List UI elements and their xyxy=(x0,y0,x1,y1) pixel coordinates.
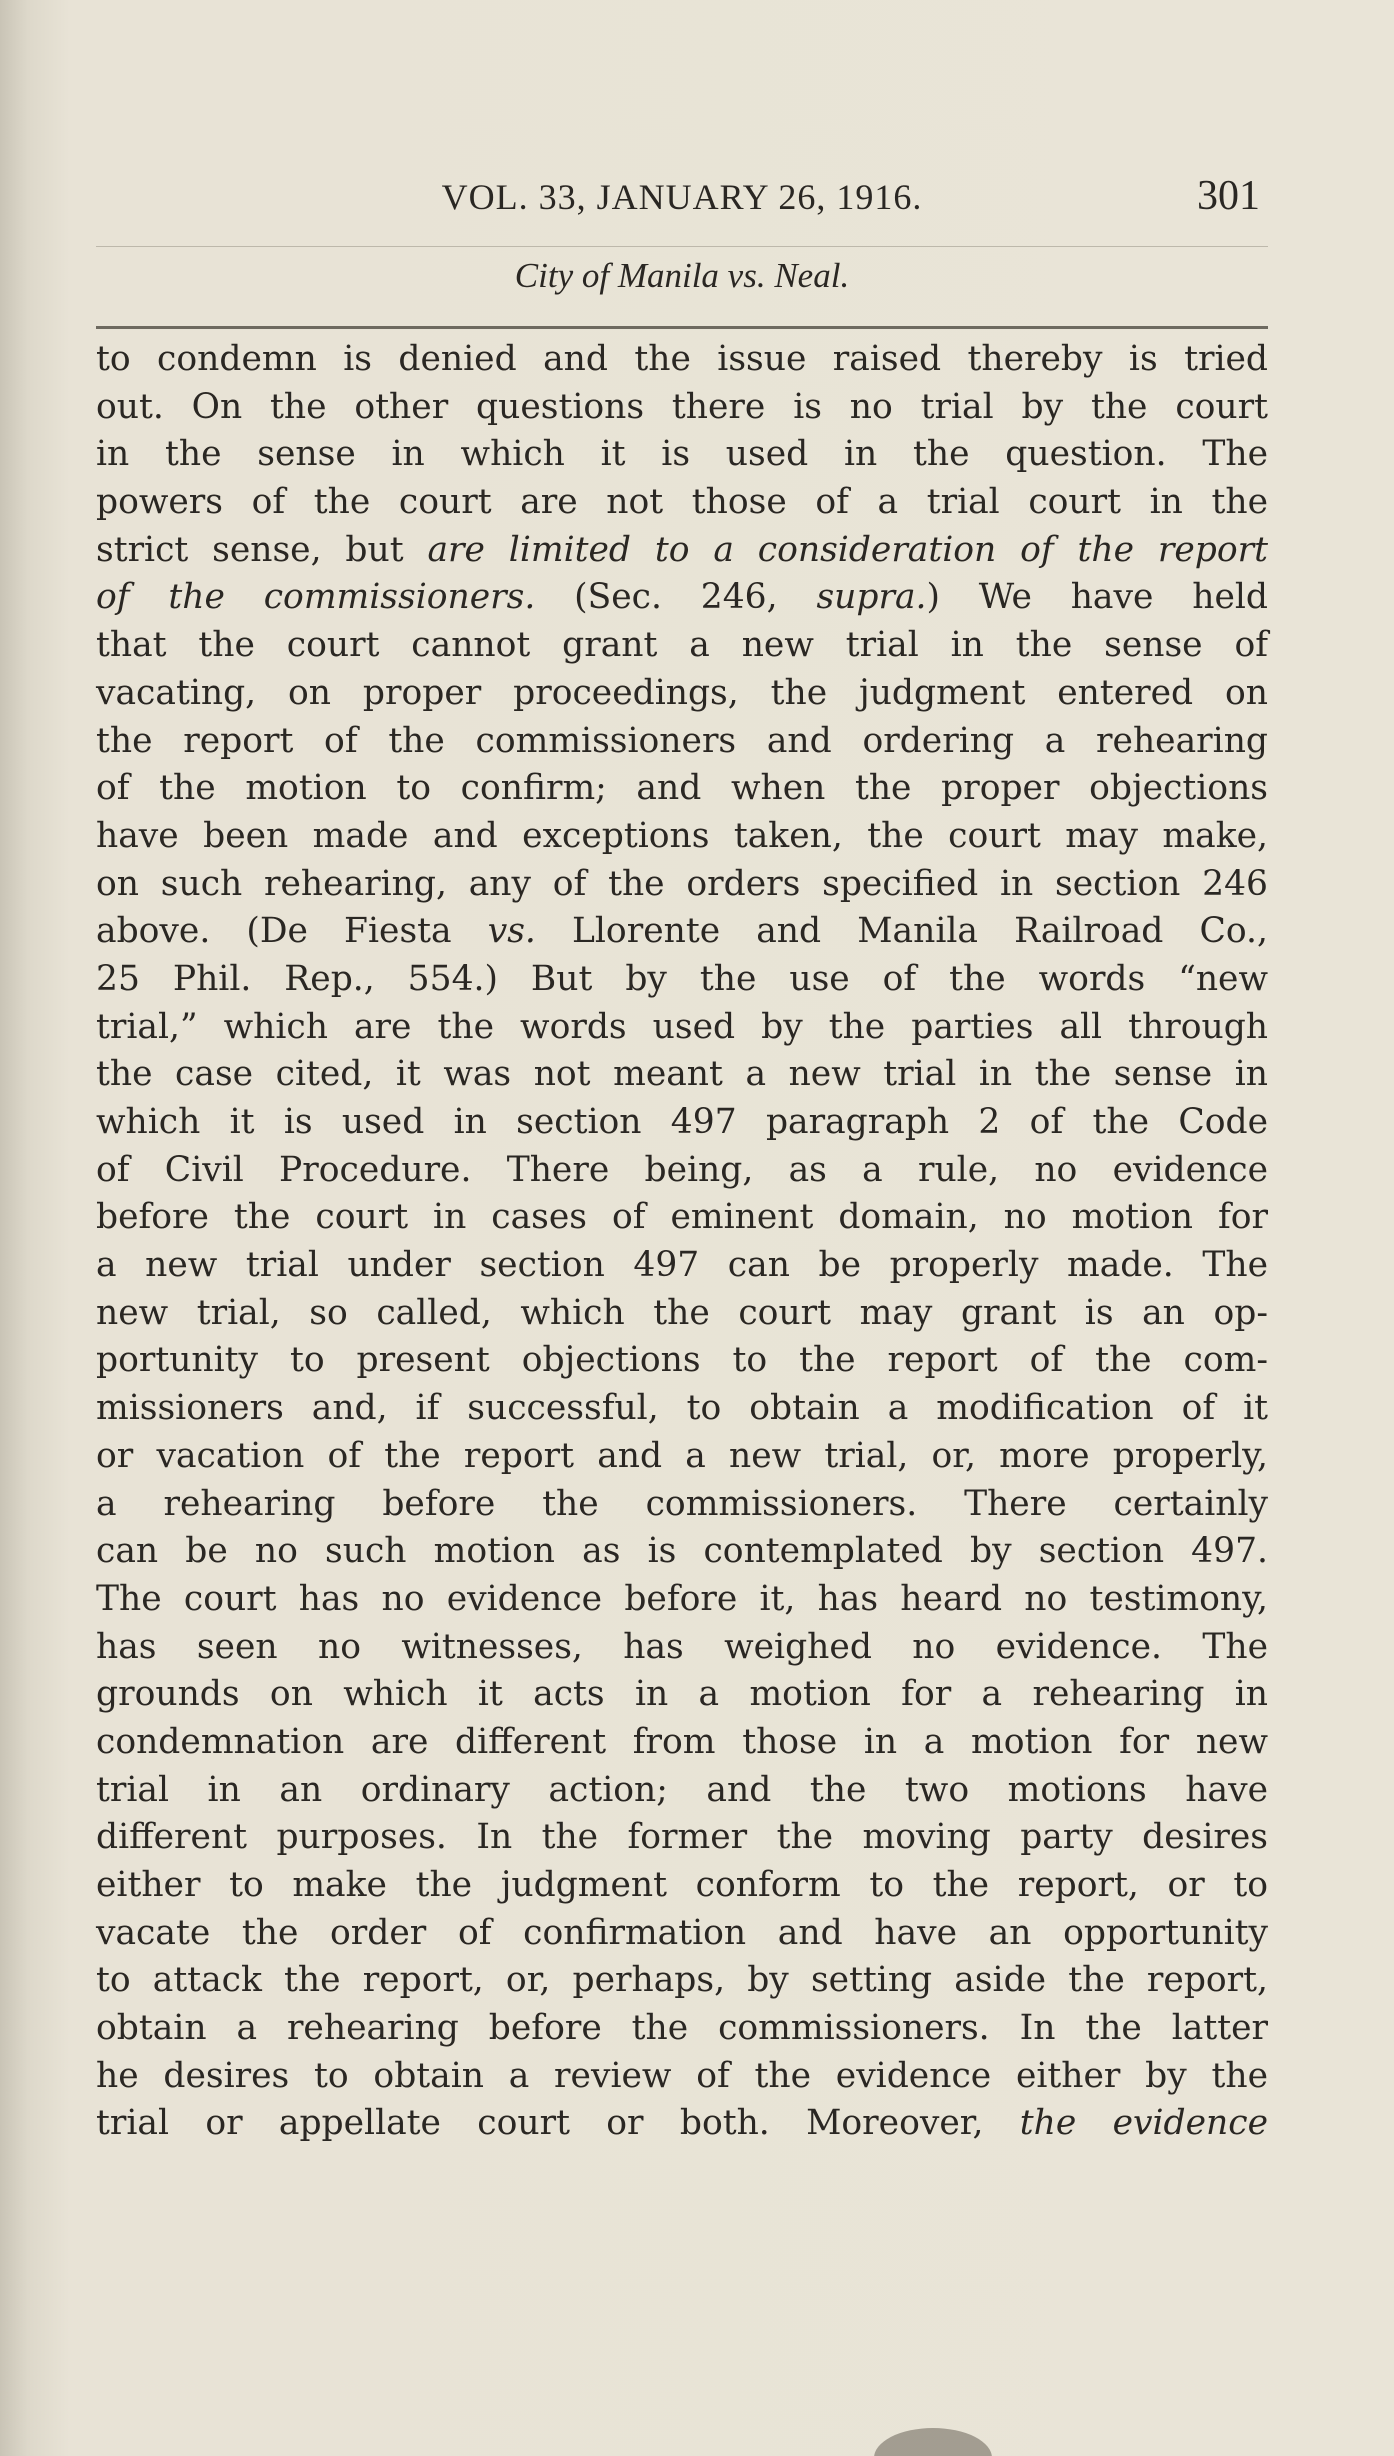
text-line xyxy=(96,813,1268,861)
text-run: he desires to obtain a review of the evidence either by the xyxy=(96,2055,1268,2096)
text-line xyxy=(96,1099,1268,1147)
text-run: above. (De Fiesta xyxy=(96,911,488,952)
text-run: either to make the judgment conform to the report, or to xyxy=(96,1865,1268,1905)
text-line xyxy=(96,1624,1268,1672)
italic-run: are limited to a consideration of the report xyxy=(427,529,1269,570)
text-line xyxy=(96,1767,1268,1815)
text-line xyxy=(96,1957,1268,2005)
text-run: vacating, on proper proceedings, the judgment entered on xyxy=(96,672,1268,713)
text-line xyxy=(96,1385,1268,1433)
text-run: trial or appellate court or both. Moreover, xyxy=(96,2103,1020,2144)
text-run: vacate the order of confirmation and have an opportunity xyxy=(96,1912,1268,1953)
text-line xyxy=(96,336,1268,384)
text-line xyxy=(96,1194,1268,1242)
text-run: condemnation are different from those in a motion for new xyxy=(96,1721,1268,1762)
title-rule xyxy=(96,326,1268,329)
text-run: portunity to present objections to the report of the com- xyxy=(96,1340,1268,1381)
text-run: of the motion to confirm; and when the proper objections xyxy=(96,768,1268,809)
text-line xyxy=(96,384,1268,432)
running-title: VOL. 33, JANUARY 26, 1916. xyxy=(441,177,923,217)
page-number: 301 xyxy=(1197,173,1260,219)
text-line xyxy=(96,1242,1268,1290)
text-line xyxy=(96,861,1268,909)
running-head xyxy=(96,168,1268,238)
text-run: trial,” which are the words used by the parties all through xyxy=(96,1006,1268,1047)
text-run: a rehearing before the commissioners. There certainly xyxy=(96,1483,1268,1524)
text-run: in the sense in which it is used in the question. The xyxy=(96,434,1268,475)
italic-run: the evidence xyxy=(1019,2103,1268,2144)
text-line xyxy=(96,527,1268,575)
text-run: Llorente and Manila Railroad Co., xyxy=(535,911,1268,952)
text-line xyxy=(96,622,1268,670)
text-run: new trial, so called, which the court may grant is an op- xyxy=(96,1292,1268,1333)
text-run: missioners and, if successful, to obtain a modification of it xyxy=(96,1388,1268,1429)
text-run: has seen no witnesses, has weighed no evidence. The xyxy=(96,1626,1268,1667)
text-run: out. On the other questions there is no trial by the court xyxy=(96,386,1268,427)
body-text xyxy=(96,336,1268,2148)
text-run: a new trial under section 497 can be properly made. The xyxy=(96,1245,1268,1286)
text-line xyxy=(96,1910,1268,1958)
text-line xyxy=(96,479,1268,527)
text-run: to condemn is denied and the issue raised thereby is tried xyxy=(96,339,1268,379)
text-line xyxy=(96,956,1268,1004)
text-run: strict sense, but xyxy=(96,529,428,570)
text-run: ) We have held xyxy=(926,577,1268,618)
italic-run: supra. xyxy=(816,577,927,618)
text-line xyxy=(96,1051,1268,1099)
text-run: (Sec. 246, xyxy=(535,577,817,618)
text-line xyxy=(96,1337,1268,1385)
text-line xyxy=(96,574,1268,622)
text-run: can be no such motion as is contemplated by section 497. xyxy=(96,1531,1268,1572)
text-run: obtain a rehearing before the commissioners. In the latter xyxy=(96,2008,1268,2049)
text-run: to attack the report, or, perhaps, by setting aside the report, xyxy=(96,1960,1268,2001)
text-line xyxy=(96,2053,1268,2101)
text-run: grounds on which it acts in a motion for a rehearing in xyxy=(96,1674,1268,1715)
text-line xyxy=(96,1528,1268,1576)
italic-run: of the commissioners. xyxy=(96,577,536,618)
text-line xyxy=(96,1004,1268,1052)
text-run: or vacation of the report and a new trial, or, more properly, xyxy=(96,1435,1268,1476)
text-line xyxy=(96,1814,1268,1862)
text-run: of Civil Procedure. There being, as a rule, no evidence xyxy=(96,1149,1268,1190)
text-run: before the court in cases of eminent domain, no motion for xyxy=(96,1197,1268,1238)
text-run: on such rehearing, any of the orders specified in section 246 xyxy=(96,863,1268,904)
text-run: the report of the commissioners and ordering a rehearing xyxy=(96,720,1268,761)
italic-run: vs. xyxy=(487,911,536,952)
text-run: powers of the court are not those of a trial court in the xyxy=(96,482,1268,523)
text-line xyxy=(96,2005,1268,2053)
text-run: 25 Phil. Rep., 554.) But by the use of the words “new xyxy=(96,958,1268,999)
text-line xyxy=(96,1671,1268,1719)
text-run: the case cited, it was not meant a new trial in the sense in xyxy=(96,1054,1268,1095)
text-run: The court has no evidence before it, has heard no testimony, xyxy=(96,1578,1268,1619)
text-run: have been made and exceptions taken, the court may make, xyxy=(96,815,1268,856)
page-blot xyxy=(874,2428,992,2456)
header-rule xyxy=(96,246,1268,247)
text-line xyxy=(96,765,1268,813)
text-line xyxy=(96,670,1268,718)
case-title: City of Manila vs. Neal. xyxy=(514,256,850,295)
text-line xyxy=(96,1433,1268,1481)
text-line xyxy=(96,1719,1268,1767)
text-run: that the court cannot grant a new trial in the sense of xyxy=(96,625,1268,666)
text-line xyxy=(96,2100,1268,2148)
text-run: trial in an ordinary action; and the two motions have xyxy=(96,1769,1268,1810)
text-line xyxy=(96,1862,1268,1910)
text-line xyxy=(96,431,1268,479)
text-line xyxy=(96,1290,1268,1338)
text-line xyxy=(96,1576,1268,1624)
text-line xyxy=(96,1147,1268,1195)
text-line xyxy=(96,718,1268,766)
text-run: which it is used in section 497 paragraph 2 of the Code xyxy=(96,1102,1268,1142)
text-line xyxy=(96,1481,1268,1529)
text-line xyxy=(96,908,1268,956)
text-run: different purposes. In the former the moving party desires xyxy=(96,1817,1268,1858)
